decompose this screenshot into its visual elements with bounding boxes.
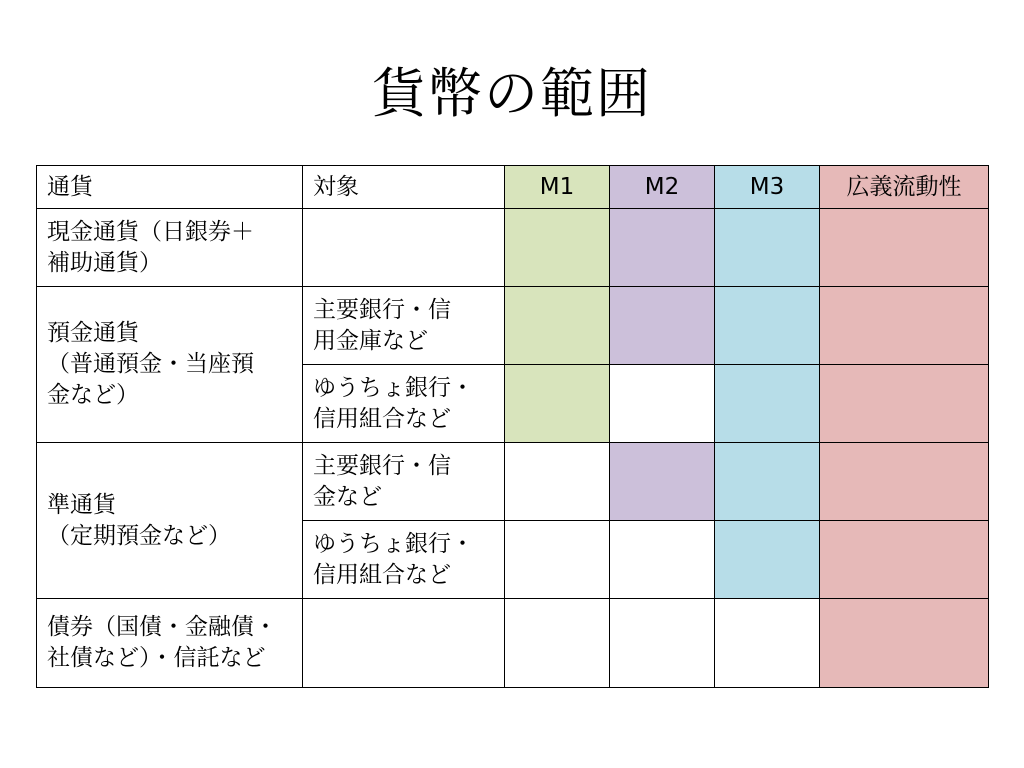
deposit-target-b-cell bbox=[303, 365, 505, 443]
row-bonds bbox=[37, 599, 989, 688]
header-row bbox=[37, 166, 989, 209]
quasi-a-m3-cell bbox=[715, 443, 820, 521]
cash-currency-line2: 補助通貨） bbox=[47, 249, 162, 276]
cash-liquidity-cell bbox=[820, 209, 989, 287]
quasi-b-m2-cell bbox=[610, 521, 715, 599]
quasi-a-m2-cell bbox=[610, 443, 715, 521]
deposit-a-m2-cell bbox=[610, 287, 715, 365]
header-currency: 通貨 bbox=[37, 166, 303, 209]
quasi-target-a-line1: 主要銀行・信 bbox=[313, 452, 451, 479]
header-m3: M3 bbox=[715, 166, 820, 209]
deposit-currency-line1: 預金通貨 bbox=[47, 320, 139, 346]
cash-target-cell bbox=[303, 209, 505, 287]
quasi-currency-cell bbox=[37, 443, 303, 599]
deposit-target-a-cell bbox=[303, 287, 505, 365]
quasi-target-b-line1: ゆうちょ銀行・ bbox=[313, 530, 474, 557]
quasi-currency-line1: 準通貨 bbox=[47, 491, 116, 518]
quasi-target-b-cell bbox=[303, 521, 505, 599]
deposit-target-a-line2: 用金庫など bbox=[313, 327, 428, 354]
header-liquidity: 広義流動性 bbox=[820, 166, 989, 209]
deposit-a-m3-cell bbox=[715, 287, 820, 365]
bonds-target-cell bbox=[303, 599, 505, 688]
quasi-a-m1-cell bbox=[505, 443, 610, 521]
deposit-target-a-line1: 主要銀行・信 bbox=[313, 296, 451, 323]
header-target: 対象 bbox=[303, 166, 505, 209]
deposit-b-m1-cell bbox=[505, 365, 610, 443]
deposit-target-b-line1: ゆうちょ銀行・ bbox=[313, 374, 474, 401]
deposit-currency-line3: 金など） bbox=[47, 382, 139, 408]
deposit-target-b-line2: 信用組合など bbox=[313, 405, 451, 432]
deposit-b-liquidity-cell bbox=[820, 365, 989, 443]
cash-m1-cell bbox=[505, 209, 610, 287]
quasi-target-a-line2: 金など bbox=[313, 483, 382, 510]
deposit-a-m1-cell bbox=[505, 287, 610, 365]
quasi-b-liquidity-cell bbox=[820, 521, 989, 599]
row-cash bbox=[37, 209, 989, 287]
quasi-a-liquidity-cell bbox=[820, 443, 989, 521]
cash-currency-line1: 現金通貨（日銀券＋ bbox=[47, 218, 254, 245]
cash-m2-cell bbox=[610, 209, 715, 287]
cash-m3-cell bbox=[715, 209, 820, 287]
bonds-liquidity-cell bbox=[820, 599, 989, 688]
bonds-currency-cell bbox=[37, 599, 303, 688]
bonds-m1-cell bbox=[505, 599, 610, 688]
deposit-currency-line2: （普通預金・当座預 bbox=[47, 351, 254, 377]
quasi-currency-line2: （定期預金など） bbox=[47, 522, 231, 549]
header-m2: M2 bbox=[610, 166, 715, 209]
slide-title: 貨幣の範囲 bbox=[372, 62, 652, 125]
quasi-target-b-line2: 信用組合など bbox=[313, 561, 451, 588]
deposit-currency-cell bbox=[37, 287, 303, 443]
deposit-b-m3-cell bbox=[715, 365, 820, 443]
quasi-b-m3-cell bbox=[715, 521, 820, 599]
bonds-m2-cell bbox=[610, 599, 715, 688]
bonds-currency-line1: 債券（国債・金融債・ bbox=[47, 614, 277, 640]
quasi-target-a-cell bbox=[303, 443, 505, 521]
row-quasi-a bbox=[37, 443, 989, 521]
quasi-b-m1-cell bbox=[505, 521, 610, 599]
deposit-a-liquidity-cell bbox=[820, 287, 989, 365]
deposit-b-m2-cell bbox=[610, 365, 715, 443]
cash-currency-cell bbox=[37, 209, 303, 287]
bonds-m3-cell bbox=[715, 599, 820, 688]
row-deposit-a bbox=[37, 287, 989, 365]
money-scope-table bbox=[36, 165, 989, 688]
header-m1: M1 bbox=[505, 166, 610, 209]
bonds-currency-line2: 社債など）・信託など bbox=[47, 645, 266, 671]
